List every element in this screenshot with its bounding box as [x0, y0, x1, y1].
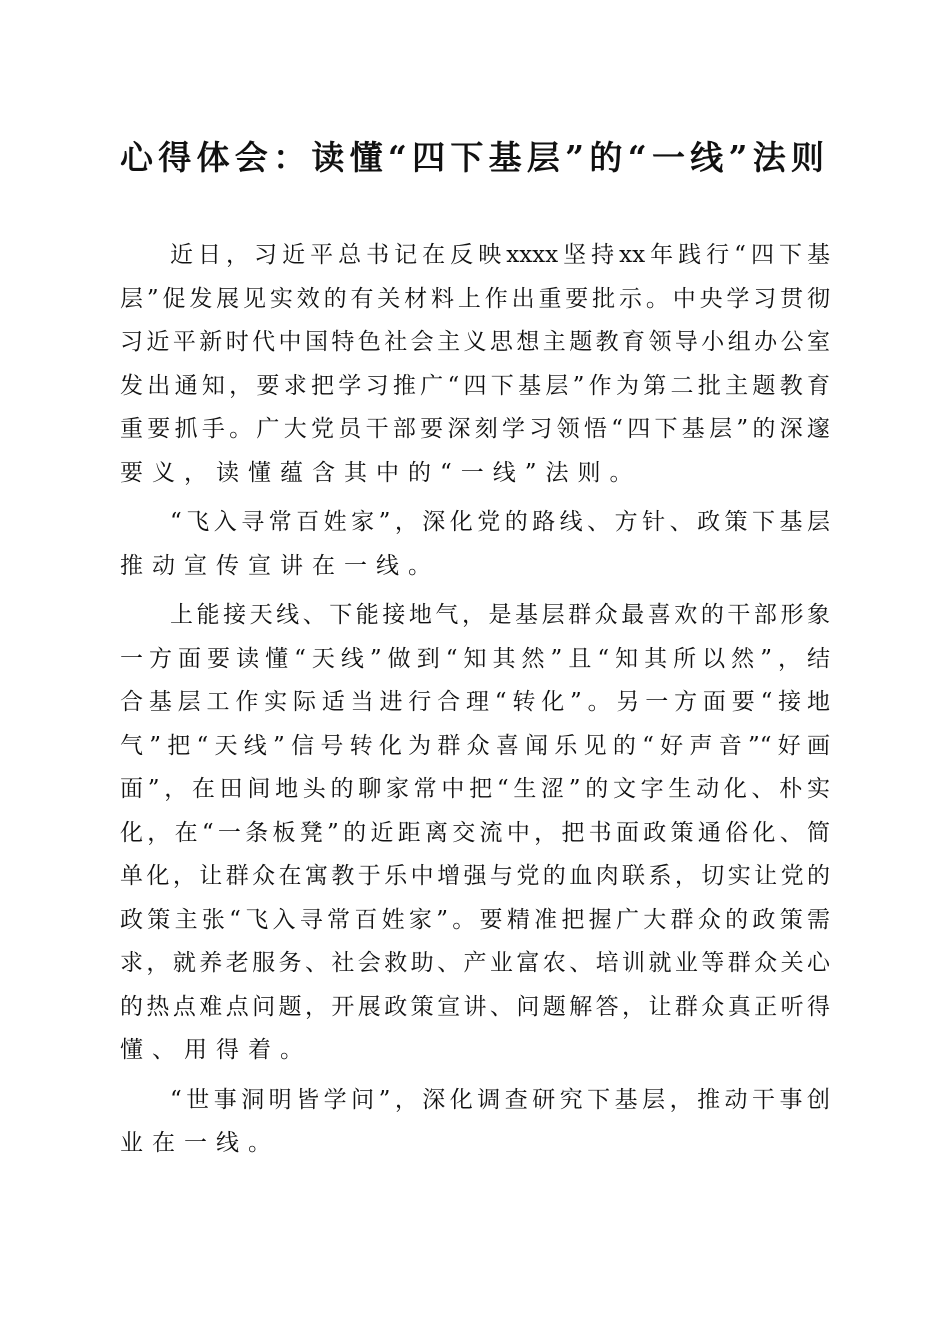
text-line: 求，就养老服务、社会救助、产业富农、培训就业等群众关心: [120, 950, 830, 976]
document-title: 心得体会：读懂“四下基层”的“一线”法则: [120, 138, 824, 177]
text-line: 的热点难点问题，开展政策宣讲、问题解答，让群众真正听得: [120, 993, 830, 1020]
text-line: 政策主张“飞入寻常百姓家”。要精准把握广大群众的政策需: [120, 906, 830, 933]
text-line: 发出通知，要求把学习推广“四下基层”作为第二批主题教育: [120, 372, 830, 399]
text-line: 气”把“天线”信号转化为群众喜闻乐见的“好声音”“好画: [120, 732, 830, 759]
text-line: 面”，在田间地头的聊家常中把“生涩”的文字生动化、朴实: [120, 776, 830, 802]
text-line: 合基层工作实际适当进行合理“转化”。另一方面要“接地: [120, 689, 830, 715]
text-line: 懂、用得着。: [120, 1037, 312, 1063]
text-line: 推动宣传宣讲在一线。: [120, 552, 440, 579]
text-line: 要义，读懂蕴含其中的“一线”法则。: [120, 459, 642, 486]
paragraph: [120, 501, 830, 588]
text-line: “飞入寻常百姓家”，深化党的路线、方针、政策下基层: [170, 509, 830, 535]
paragraph: [120, 1079, 830, 1166]
text-line: 业在一线。: [120, 1130, 280, 1156]
text-line: 化，在“一条板凳”的近距离交流中，把书面政策通俗化、简: [120, 819, 830, 846]
document-body: [120, 234, 830, 1172]
paragraph: [120, 234, 830, 495]
paragraph: [120, 594, 830, 1073]
text-line: 层”促发展见实效的有关材料上作出重要批示。中央学习贯彻: [120, 285, 830, 312]
text-line: 一方面要读懂“天线”做到“知其然”且“知其所以然”，结: [120, 645, 830, 672]
text-line: 近日，习近平总书记在反映xxxx坚持xx年践行“四下基: [170, 242, 830, 268]
text-line: 习近平新时代中国特色社会主义思想主题教育领导小组办公室: [120, 329, 830, 355]
text-line: “世事洞明皆学问”，深化调查研究下基层，推动干事创: [170, 1086, 830, 1113]
text-line: 上能接天线、下能接地气，是基层群众最喜欢的干部形象: [170, 602, 830, 628]
text-line: 单化，让群众在寓教于乐中增强与党的血肉联系，切实让党的: [120, 863, 830, 889]
text-line: 重要抓手。广大党员干部要深刻学习领悟“四下基层”的深邃: [120, 416, 830, 442]
